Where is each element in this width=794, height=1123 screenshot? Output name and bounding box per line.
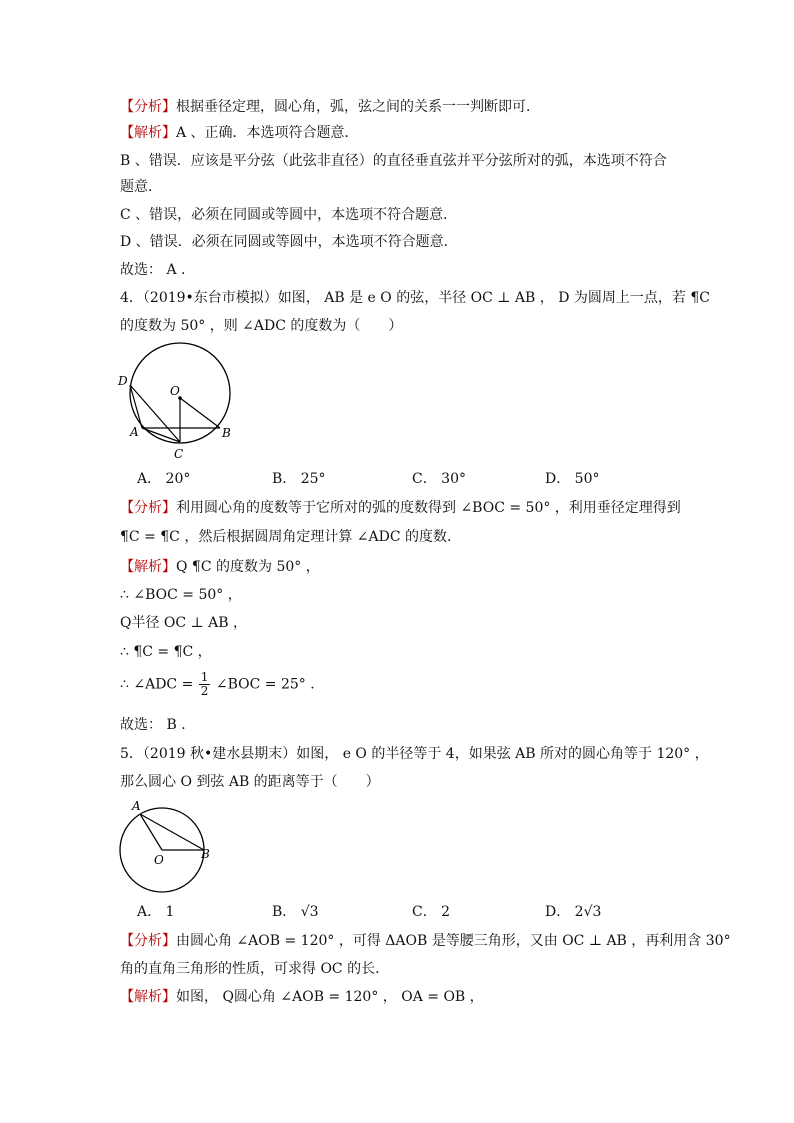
analysis-line xyxy=(120,499,681,517)
solution-line xyxy=(120,124,359,142)
question-5-figure xyxy=(112,796,227,896)
fraction-one-half xyxy=(199,671,211,698)
solution-text: 如图， Q圆心角 ∠AOB = 120° ， OA = OB ， xyxy=(176,989,484,1005)
analysis-line xyxy=(120,932,731,950)
option-a: A． 1 xyxy=(137,904,175,920)
label-o: O xyxy=(154,853,164,867)
solution-tag: 【解析】 xyxy=(120,559,176,575)
label-b: B xyxy=(222,426,231,440)
question-5-stem: 5．（2019 秋•建水县期末）如图， e O 的半径等于 4，如果弦 AB 所对的圆心角等于 120° ， xyxy=(120,746,709,762)
option-a: A． 20° xyxy=(137,471,191,487)
equation-left: ∴ ∠ADC = xyxy=(120,676,194,693)
question-4-figure xyxy=(112,340,242,465)
solution-tag: 【解析】 xyxy=(120,989,176,1005)
chord-ab xyxy=(140,814,204,850)
analysis-line xyxy=(120,98,540,116)
solution-text: A 、正确．本选项符合题意． xyxy=(176,125,359,141)
analysis-text: 由圆心角 ∠AOB = 120° ，可得 ΔAOB 是等腰三角形，又由 OC ⊥ AB ，再利用含 30° xyxy=(176,933,731,949)
solution-line: C 、错误，必须在同圆或等圆中，本选项不符合题意． xyxy=(120,207,458,223)
fraction-numerator: 1 xyxy=(200,670,209,684)
question-4-stem: 4．（2019•东台市模拟）如图， AB 是 e O 的弦，半径 OC ⊥ AB ， D 为圆周上一点，若 ¶C xyxy=(120,290,710,306)
solution-line xyxy=(120,558,320,576)
analysis-text: 利用圆心角的度数等于它所对的弧的度数得到 ∠BOC = 50° ，利用垂径定理得到 xyxy=(176,500,681,516)
answer-line: 故选： A ． xyxy=(120,262,196,278)
solution-line: ∴ ∠BOC = 50° ， xyxy=(120,587,242,603)
fraction-denominator: 2 xyxy=(200,684,209,698)
analysis-tag: 【分析】 xyxy=(120,500,176,516)
solution-line: Q半径 OC ⊥ AB ， xyxy=(120,615,248,631)
question-5-stem: 那么圆心 O 到弦 AB 的距离等于（ ） xyxy=(120,774,380,790)
analysis-line: ¶C = ¶C ，然后根据圆周角定理计算 ∠ADC 的度数． xyxy=(120,529,461,545)
solution-line: ∴ ¶C = ¶C ， xyxy=(120,644,212,660)
solution-text: Q ¶C 的度数为 50° ， xyxy=(176,559,320,575)
solution-line xyxy=(120,671,324,698)
solution-line xyxy=(120,988,484,1006)
label-d: D xyxy=(118,374,128,388)
analysis-text: 根据垂径定理，圆心角，弧，弦之间的关系一一判断即可． xyxy=(176,99,540,115)
solution-tag: 【解析】 xyxy=(120,125,176,141)
equation-right: ∠BOC = 25° ． xyxy=(215,676,325,693)
answer-line: 故选： B ． xyxy=(120,717,196,733)
solution-line: D 、错误．必须在同圆或等圆中，本选项不符合题意． xyxy=(120,234,458,250)
radius-ob xyxy=(180,398,220,428)
option-b: B． 25° xyxy=(272,471,326,487)
analysis-tag: 【分析】 xyxy=(120,933,176,949)
label-c: C xyxy=(174,447,184,461)
solution-line: 题意． xyxy=(120,179,162,195)
solution-line: B 、错误．应该是平分弦（此弦非直径）的直径垂直弦并平分弦所对的弧，本选项不符合 xyxy=(120,153,667,169)
question-4-stem: 的度数为 50° ，则 ∠ADC 的度数为（ ） xyxy=(120,318,403,334)
option-d: D． 2√3 xyxy=(545,904,602,920)
label-a: A xyxy=(130,425,139,439)
analysis-tag: 【分析】 xyxy=(120,99,176,115)
label-a: A xyxy=(132,799,141,813)
label-o: O xyxy=(170,384,180,398)
radius-oa xyxy=(140,814,162,850)
option-b: B． √3 xyxy=(272,904,319,920)
option-d: D． 50° xyxy=(545,471,600,487)
analysis-line: 角的直角三角形的性质，可求得 OC 的长． xyxy=(120,961,390,977)
option-c: C． 30° xyxy=(412,471,466,487)
label-b: B xyxy=(201,847,210,861)
option-c: C． 2 xyxy=(412,904,451,920)
